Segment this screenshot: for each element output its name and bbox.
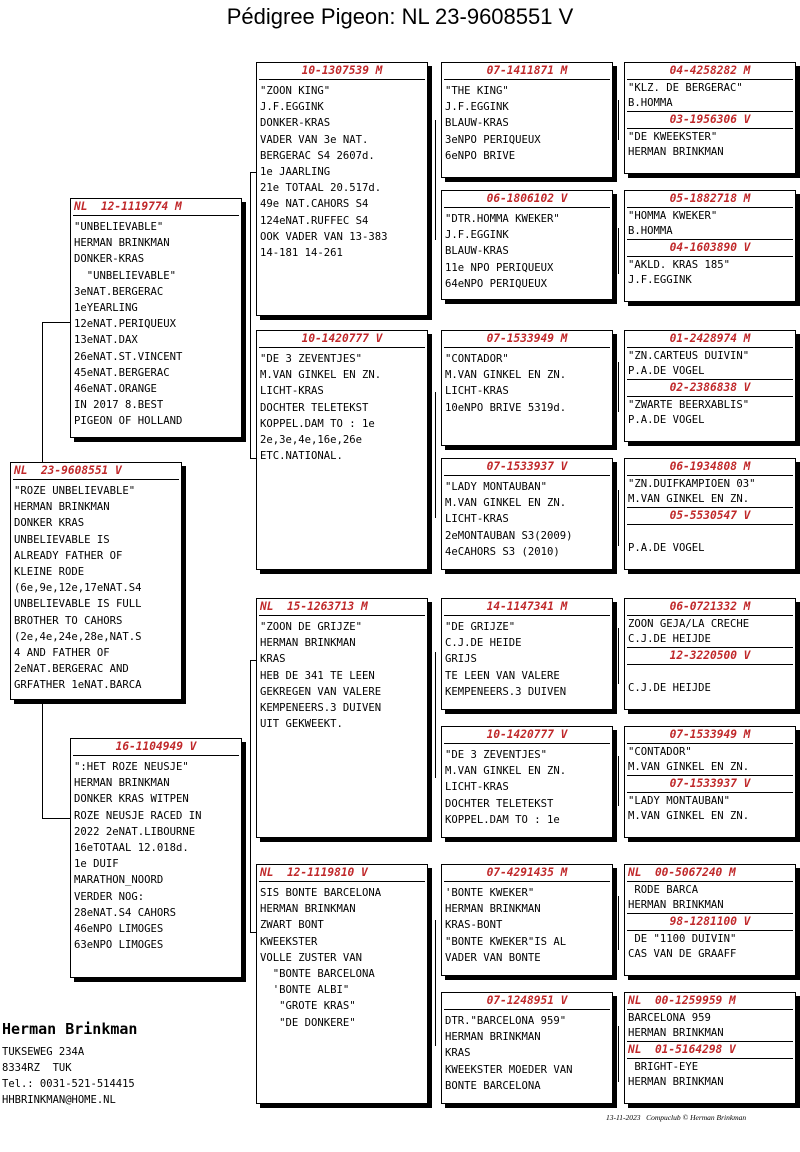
detail-line: HERMAN BRINKMAN — [445, 903, 541, 916]
detail-line: GRIJS — [445, 653, 477, 666]
pigeon-details — [625, 931, 795, 962]
ancestor-card[interactable] — [441, 458, 613, 570]
detail-line: 13eNAT.DAX — [74, 334, 138, 347]
detail-line: "DE DONKERE" — [260, 1016, 356, 1029]
detail-line: "DE 3 ZEVENTJES" — [260, 353, 363, 365]
detail-line: SIS BONTE BARCELONA — [260, 887, 382, 899]
ring-number: NL 12-1119810 V — [260, 866, 368, 879]
pigeon-details — [625, 1010, 795, 1041]
detail-line: KOPPEL.DAM TO : 1e — [260, 417, 375, 430]
pigeon-details — [625, 129, 795, 160]
detail-line: UNBELIEVABLE IS FULL — [14, 598, 142, 611]
ring-number: 16-1104949 V — [115, 740, 197, 753]
connector-line — [250, 660, 251, 932]
detail-line: ZOON GEJA/LA CRECHE — [628, 618, 750, 630]
detail-line: GRFATHER 1eNAT.BARCA — [14, 679, 142, 692]
detail-line: "ROZE UNBELIEVABLE" — [14, 485, 136, 497]
ring-number: 02-2386838 V — [669, 381, 751, 394]
detail-line: ETC.NATIONAL. — [260, 450, 343, 463]
detail-line: IN 2017 8.BEST — [74, 399, 164, 412]
detail-line: "DE 3 ZEVENTJES" — [445, 749, 548, 761]
pigeon-details — [257, 348, 427, 464]
ring-number: 10-1420777 V — [301, 332, 383, 345]
detail-line: "UNBELIEVABLE" — [74, 269, 177, 282]
ancestor-pair-card[interactable] — [624, 598, 796, 710]
ring-number: 07-1533949 M — [669, 728, 751, 741]
detail-line: 10eNPO BRIVE 5319d. — [445, 401, 567, 414]
ancestor-pair-card[interactable] — [624, 62, 796, 174]
pigeon-details — [625, 1059, 795, 1090]
detail-line: Tel.: 0031-521-514415 — [2, 1078, 135, 1090]
ring-number: 07-4291435 M — [486, 866, 568, 879]
detail-line: KOPPEL.DAM TO : 1e — [445, 813, 560, 826]
detail-line: P.A.DE VOGEL — [628, 542, 705, 554]
detail-line: HERMAN BRINKMAN — [14, 501, 110, 514]
detail-line: "BONTE BARCELONA — [260, 968, 375, 981]
detail-line: B.HOMMA — [628, 97, 673, 109]
detail-line: 2eMONTAUBAN S3(2009) — [445, 529, 573, 542]
pigeon-details — [442, 616, 612, 700]
detail-line: KWEEKSTER — [260, 935, 318, 948]
detail-line: UIT GEKWEEKT. — [260, 718, 343, 731]
detail-line: DE "1100 DUIVIN" — [628, 933, 737, 945]
ancestor-card[interactable] — [441, 598, 613, 710]
detail-line: PIGEON OF HOLLAND — [74, 415, 183, 428]
detail-line: 11e NPO PERIQUEUX — [445, 261, 554, 274]
detail-line: M.VAN GINKEL EN ZN. — [445, 369, 567, 382]
detail-line: 2e,3e,4e,16e,26e — [260, 434, 363, 447]
detail-line: OOK VADER VAN 13-383 — [260, 230, 388, 243]
detail-line: HERMAN BRINKMAN — [628, 1027, 724, 1039]
detail-line: 46eNPO LIMOGES — [74, 923, 164, 936]
pigeon-details — [71, 216, 241, 430]
pigeon-details — [11, 480, 181, 694]
ancestor-card[interactable] — [441, 330, 613, 446]
detail-line: VADER VAN BONTE — [445, 951, 541, 964]
connector-line — [618, 628, 619, 684]
detail-line: ":HET ROZE NEUSJE" — [74, 761, 189, 773]
detail-line: 'BONTE KWEKER" — [445, 887, 535, 899]
detail-line: LICHT-KRAS — [445, 781, 509, 794]
detail-line: 4 AND FATHER OF — [14, 647, 110, 660]
detail-line: J.F.EGGINK — [445, 101, 509, 114]
detail-line: HERMAN BRINKMAN — [445, 1031, 541, 1044]
pigeon-details — [442, 476, 612, 560]
connector-line — [435, 920, 436, 1046]
detail-line — [628, 666, 791, 681]
pigeon-details — [625, 616, 795, 647]
father-card[interactable] — [70, 198, 242, 438]
ancestor-card[interactable] — [441, 726, 613, 838]
detail-line: 8334RZ TUK — [2, 1062, 72, 1074]
detail-line: "DE KWEEKSTER" — [628, 131, 718, 143]
sire-dam-card[interactable] — [256, 330, 428, 570]
detail-line: KLEINE RODE — [14, 566, 85, 579]
detail-line: 28eNAT.S4 CAHORS — [74, 906, 177, 919]
detail-line: DONKER-KRAS — [74, 253, 145, 266]
detail-line: M.VAN GINKEL EN ZN. — [628, 761, 750, 773]
detail-line: 64eNPO PERIQUEUX — [445, 277, 548, 290]
detail-line: DOCHTER TELETEKST — [260, 401, 369, 414]
detail-line: "ZOON KING" — [260, 85, 331, 97]
ancestor-card[interactable] — [441, 992, 613, 1104]
ring-number: 98-1281100 V — [669, 915, 751, 928]
connector-line — [618, 228, 619, 274]
detail-line: "KLZ. DE BERGERAC" — [628, 82, 743, 94]
ring-number: NL 15-1263713 M — [260, 600, 368, 613]
detail-line: 124eNAT.RUFFEC S4 — [260, 214, 369, 227]
detail-line: 49e NAT.CAHORS S4 — [260, 198, 369, 211]
detail-line: BLAUW-KRAS — [445, 117, 509, 130]
detail-line: UNBELIEVABLE IS — [14, 533, 110, 546]
detail-line: HERMAN BRINKMAN — [628, 1076, 724, 1088]
detail-line: HERMAN BRINKMAN — [74, 777, 170, 790]
ancestor-pair-card[interactable] — [624, 726, 796, 838]
ring-number: 10-1420777 V — [486, 728, 568, 741]
detail-line: 16eTOTAAL 12.018d. — [74, 842, 189, 855]
detail-line: HERMAN BRINKMAN — [260, 903, 356, 916]
detail-line: KWEEKSTER MOEDER VAN — [445, 1063, 573, 1076]
ring-number: 10-1307539 M — [301, 64, 383, 77]
detail-line: VOLLE ZUSTER VAN — [260, 951, 363, 964]
detail-line: "ZWARTE BEERXABLIS" — [628, 399, 750, 411]
detail-line: "DE GRIJZE" — [445, 621, 516, 633]
detail-line: 1e JAARLING — [260, 166, 331, 179]
dam-sire-card[interactable] — [256, 598, 428, 838]
detail-line: RODE BARCA — [628, 884, 699, 896]
detail-line: B.HOMMA — [628, 225, 673, 237]
detail-line: BRIGHT-EYE — [628, 1061, 699, 1073]
detail-line: 6eNPO BRIVE — [445, 149, 516, 162]
detail-line: 26eNAT.ST.VINCENT — [74, 350, 183, 363]
ancestor-pair-card[interactable] — [624, 330, 796, 442]
detail-line: KRAS-BONT — [445, 919, 503, 932]
connector-line — [618, 1026, 619, 1082]
detail-line: 12eNAT.PERIQUEUX — [74, 318, 177, 331]
detail-line: MARATHON_NOORD — [74, 874, 164, 887]
detail-line — [628, 526, 791, 541]
detail-line: M.VAN GINKEL EN ZN. — [445, 765, 567, 778]
detail-line: GEKREGEN VAN VALERE — [260, 685, 382, 698]
connector-line — [618, 490, 619, 546]
detail-line: HERMAN BRINKMAN — [628, 146, 724, 158]
detail-line: 21e TOTAAL 20.517d. — [260, 182, 382, 195]
detail-line: "CONTADOR" — [445, 353, 509, 365]
ring-number: 06-1806102 V — [486, 192, 568, 205]
detail-line: KEMPENEERS.3 DUIVEN — [260, 702, 382, 715]
connector-line — [618, 100, 619, 140]
detail-line: 3eNPO PERIQUEUX — [445, 133, 541, 146]
pigeon-details — [625, 665, 795, 696]
detail-line: 2022 2eNAT.LIBOURNE — [74, 825, 196, 838]
detail-line: "LADY MONTAUBAN" — [628, 795, 731, 807]
detail-line: BERGERAC S4 2607d. — [260, 149, 375, 162]
connector-line — [618, 756, 619, 806]
detail-line: C.J.DE HEIJDE — [628, 633, 711, 645]
ring-number: 12-3220500 V — [669, 649, 751, 662]
owner-address — [2, 1044, 137, 1108]
detail-line: BARCELONA 959 — [628, 1012, 711, 1024]
sire-sire-card[interactable] — [256, 62, 428, 316]
detail-line: ALREADY FATHER OF — [14, 549, 123, 562]
ring-number: 06-1934808 M — [669, 460, 751, 473]
ancestor-pair-card[interactable] — [624, 992, 796, 1104]
ancestor-card[interactable] — [441, 190, 613, 300]
pigeon-details — [442, 208, 612, 292]
ring-number: NL 01-5164298 V — [628, 1043, 736, 1056]
detail-line: (6e,9e,12e,17eNAT.S4 — [14, 582, 142, 595]
detail-line: DOCHTER TELETEKST — [445, 797, 554, 810]
subject-pigeon-card[interactable] — [10, 462, 182, 700]
detail-line: J.F.EGGINK — [445, 229, 509, 242]
pigeon-details — [625, 208, 795, 239]
pigeon-details — [625, 744, 795, 775]
detail-line: "UNBELIEVABLE" — [74, 221, 164, 233]
connector-line — [42, 700, 43, 818]
detail-line: "THE KING" — [445, 85, 509, 97]
connector-line — [435, 652, 436, 778]
ring-number: 07-1533949 M — [486, 332, 568, 345]
ring-number: 05-5530547 V — [669, 509, 751, 522]
owner-name: Herman Brinkman — [2, 1020, 138, 1038]
detail-line: ROZE NEUSJE RACED IN — [74, 809, 202, 822]
detail-line: P.A.DE VOGEL — [628, 414, 705, 426]
pigeon-details — [257, 882, 427, 1031]
detail-line: BLAUW-KRAS — [445, 245, 509, 258]
ring-number: NL 23-9608551 V — [14, 464, 122, 477]
ancestor-pair-card[interactable] — [624, 458, 796, 570]
pigeon-details — [442, 744, 612, 828]
detail-line: DONKER KRAS WITPEN — [74, 793, 189, 806]
detail-line: LICHT-KRAS — [445, 513, 509, 526]
detail-line: HERMAN BRINKMAN — [74, 237, 170, 250]
detail-line: "BONTE KWEKER"IS AL — [445, 935, 567, 948]
ancestor-card[interactable] — [441, 864, 613, 976]
ring-number: 07-1533937 V — [486, 460, 568, 473]
detail-line: 4eCAHORS S3 (2010) — [445, 545, 560, 558]
detail-line: "ZN.DUIFKAMPIOEN 03" — [628, 478, 756, 490]
pigeon-details — [625, 80, 795, 111]
detail-line: "ZN.CARTEUS DUIVIN" — [628, 350, 750, 362]
detail-line: "AKLD. KRAS 185" — [628, 259, 731, 271]
ring-number: 05-1882718 M — [669, 192, 751, 205]
pigeon-details — [442, 882, 612, 966]
pigeon-details — [442, 1010, 612, 1094]
detail-line: LICHT-KRAS — [260, 385, 324, 398]
detail-line: M.VAN GINKEL EN ZN. — [445, 497, 567, 510]
detail-line: "CONTADOR" — [628, 746, 692, 758]
detail-line: TE LEEN VAN VALERE — [445, 669, 560, 682]
ring-number: 01-2428974 M — [669, 332, 751, 345]
pigeon-details — [257, 616, 427, 732]
detail-line: KRAS — [445, 1047, 471, 1060]
detail-line: 1e DUIF — [74, 858, 119, 871]
detail-line: "HOMMA KWEKER" — [628, 210, 718, 222]
detail-line: ZWART BONT — [260, 919, 324, 932]
detail-line: HERMAN BRINKMAN — [260, 637, 356, 650]
footer-credit: 13-11-2023 Compuclub © Herman Brinkman — [606, 1113, 747, 1122]
ancestor-pair-card[interactable] — [624, 864, 796, 976]
detail-line: M.VAN GINKEL EN ZN. — [260, 369, 382, 382]
detail-line: J.F.EGGINK — [628, 274, 692, 286]
ring-number: 03-1956306 V — [669, 113, 751, 126]
detail-line: KRAS — [260, 653, 286, 666]
detail-line: DONKER KRAS — [14, 517, 85, 530]
pigeon-details — [625, 882, 795, 913]
detail-line: J.F.EGGINK — [260, 101, 324, 114]
ring-number: 07-1411871 M — [486, 64, 568, 77]
connector-line — [42, 818, 70, 819]
ancestor-pair-card[interactable] — [624, 190, 796, 302]
ring-number: 14-1147341 M — [486, 600, 568, 613]
detail-line: VERDER NOG: — [74, 890, 145, 903]
pigeon-details — [625, 257, 795, 288]
detail-line: 3eNAT.BERGERAC — [74, 285, 164, 298]
connector-line — [618, 362, 619, 412]
detail-line: "ZOON DE GRIJZE" — [260, 621, 363, 633]
detail-line: 14-181 14-261 — [260, 247, 343, 260]
detail-line: 2eNAT.BERGERAC AND — [14, 663, 129, 676]
detail-line: C.J.DE HEIDE — [445, 637, 522, 650]
detail-line: DONKER-KRAS — [260, 117, 331, 130]
connector-line — [42, 322, 70, 323]
detail-line: P.A.DE VOGEL — [628, 365, 705, 377]
ancestor-card[interactable] — [441, 62, 613, 178]
detail-line: KEMPENEERS.3 DUIVEN — [445, 685, 567, 698]
ring-number: 07-1533937 V — [669, 777, 751, 790]
pigeon-details — [442, 348, 612, 416]
connector-line — [435, 392, 436, 518]
connector-line — [435, 120, 436, 240]
ring-number: 06-0721332 M — [669, 600, 751, 613]
connector-line — [250, 172, 251, 458]
page-title: Pédigree Pigeon: NL 23-9608551 V — [226, 4, 574, 29]
connector-line — [42, 322, 43, 462]
pigeon-details — [625, 348, 795, 379]
detail-line: 'BONTE ALBI" — [260, 984, 350, 997]
dam-dam-card[interactable] — [256, 864, 428, 1104]
detail-line: BONTE BARCELONA — [445, 1079, 541, 1092]
detail-line: HEB DE 341 TE LEEN — [260, 669, 375, 682]
ring-number: 07-1248951 V — [486, 994, 568, 1007]
detail-line: CAS VAN DE GRAAFF — [628, 948, 737, 960]
owner-info — [2, 1020, 137, 1108]
detail-line: (2e,4e,24e,28e,NAT.S — [14, 630, 142, 643]
detail-line: 45eNAT.BERGERAC — [74, 366, 170, 379]
detail-line: 63eNPO LIMOGES — [74, 939, 164, 952]
detail-line: TUKSEWEG 234A — [2, 1046, 85, 1058]
detail-line: "GROTE KRAS" — [260, 1000, 356, 1013]
pigeon-details — [71, 756, 241, 953]
detail-line: BROTHER TO CAHORS — [14, 614, 123, 627]
detail-line: LICHT-KRAS — [445, 385, 509, 398]
detail-line: HERMAN BRINKMAN — [628, 899, 724, 911]
pigeon-details — [442, 80, 612, 164]
ring-number: 04-4258282 M — [669, 64, 751, 77]
pigeon-details — [625, 525, 795, 556]
ring-number: NL 00-5067240 M — [628, 866, 736, 879]
ring-number: NL 12-1119774 M — [74, 200, 182, 213]
detail-line: "DTR.HOMMA KWEKER" — [445, 213, 560, 225]
detail-line: 1eYEARLING — [74, 302, 138, 315]
pigeon-details — [625, 793, 795, 824]
pigeon-details — [625, 476, 795, 507]
detail-line: HHBRINKMAN@HOME.NL — [2, 1094, 116, 1106]
detail-line: C.J.DE HEIJDE — [628, 682, 711, 694]
mother-card[interactable] — [70, 738, 242, 978]
detail-line: M.VAN GINKEL EN ZN. — [628, 810, 750, 822]
detail-line: "LADY MONTAUBAN" — [445, 481, 548, 493]
pigeon-details — [625, 397, 795, 428]
detail-line: 46eNAT.ORANGE — [74, 383, 157, 396]
detail-line: DTR."BARCELONA 959" — [445, 1015, 567, 1027]
ring-number: 04-1603890 V — [669, 241, 751, 254]
ring-number: NL 00-1259959 M — [628, 994, 736, 1007]
detail-line: VADER VAN 3e NAT. — [260, 133, 369, 146]
pigeon-details — [257, 80, 427, 261]
connector-line — [618, 896, 619, 950]
detail-line: M.VAN GINKEL EN ZN. — [628, 493, 750, 505]
